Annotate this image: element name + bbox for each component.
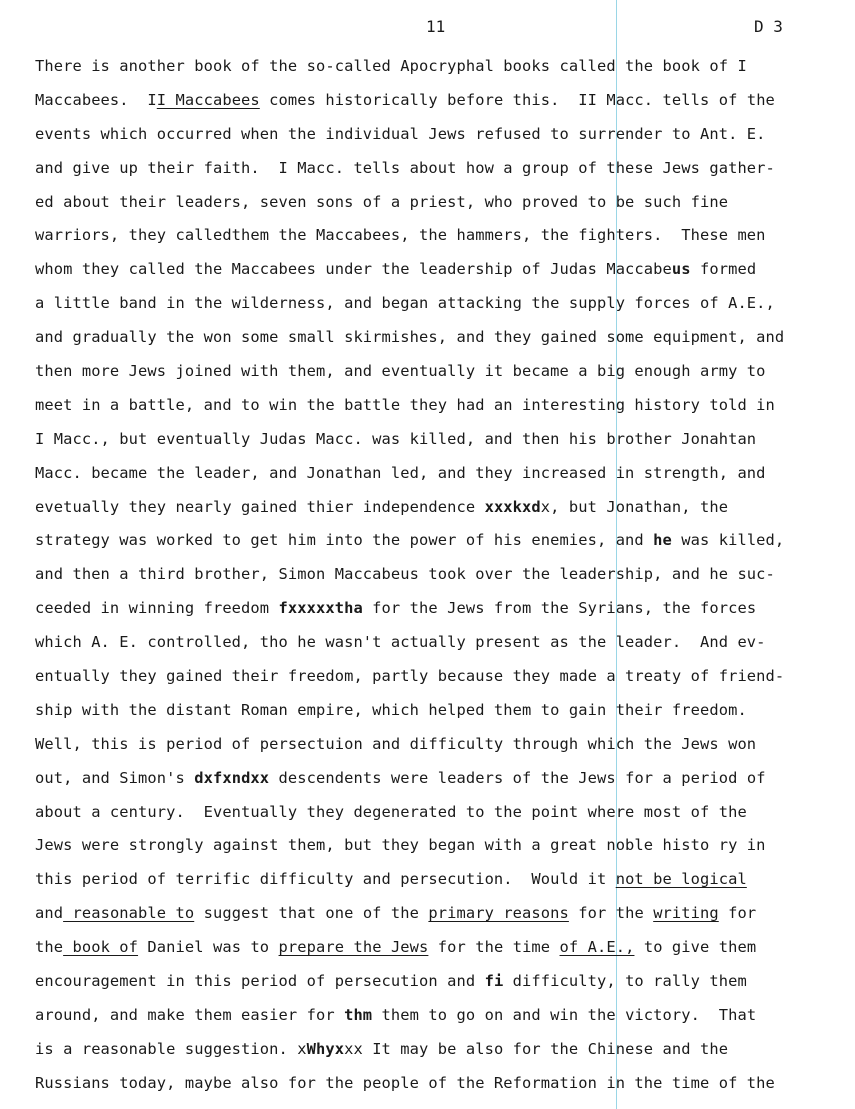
text-line <box>35 796 855 830</box>
text-run: Jews were strongly against them, but they began with a great noble histo ry in <box>35 836 766 855</box>
handwritten-underline-run: of A.E., <box>559 938 635 957</box>
text-line <box>35 457 855 491</box>
section-code: D 3 <box>754 17 783 36</box>
text-run: and then a third brother, Simon Maccabeus took over the leadership, and he suc- <box>35 565 775 584</box>
typed-body-text <box>35 50 855 1101</box>
text-run: which A. E. controlled, tho he wasn't actually present as the leader. And ev- <box>35 633 766 652</box>
text-line <box>35 355 855 389</box>
typed-strikeover-run: us <box>671 260 691 279</box>
text-line <box>35 84 855 118</box>
text-run: Daniel was to <box>138 938 279 957</box>
page-number: 11 <box>426 17 446 36</box>
text-run: There is another book of the so-called Apocryphal books called the book of I <box>35 57 747 75</box>
text-run: and <box>35 904 64 923</box>
text-line <box>35 626 855 660</box>
handwritten-underline-run: primary reasons <box>428 904 569 923</box>
text-run: then more Jews joined with them, and eventually it became a big enough army to <box>35 362 766 381</box>
text-line <box>35 423 855 457</box>
text-line <box>35 287 855 321</box>
text-run: this period of terrific difficulty and persecution. Would it <box>35 870 616 889</box>
typed-strikeover-run: fxxxxxtha <box>278 599 363 618</box>
text-run: formed <box>690 260 757 279</box>
text-line <box>35 660 855 694</box>
text-run: descendents were leaders of the Jews for a period of <box>269 768 766 787</box>
text-line <box>35 152 855 186</box>
text-run: and gradually the won some small skirmishes, and they gained some equipment, and <box>35 328 785 347</box>
text-run: x, but Jonathan, the <box>540 497 729 516</box>
text-run: Macc. became the leader, and Jonathan led, and they increased in strength, and <box>35 463 766 482</box>
text-line <box>35 524 855 558</box>
text-run: warriors, they calledthem the Maccabees, the hammers, the fighters. These men <box>35 226 766 245</box>
text-run: Well, this is period of persectuion and difficulty through which the Jews won <box>35 734 757 753</box>
text-run: evetually they nearly gained thier independence <box>35 497 485 516</box>
text-line <box>35 829 855 863</box>
text-run: a little band in the wilderness, and began attacking the supply forces of A.E., <box>35 294 775 313</box>
typed-strikeover-run: xxxkxd <box>484 497 541 516</box>
text-run: the <box>35 938 64 957</box>
text-run: ceeded in winning freedom <box>35 599 279 618</box>
text-line <box>35 186 855 220</box>
text-line <box>35 694 855 728</box>
text-run: events which occurred when the individual Jews refused to surrender to Ant. E. <box>35 124 766 143</box>
text-line <box>35 999 855 1033</box>
text-line <box>35 1033 855 1067</box>
text-line <box>35 1067 855 1101</box>
typed-strikeover-run: fi <box>484 972 504 991</box>
text-run: about a century. Eventually they degenerated to the point where most of the <box>35 802 747 821</box>
text-run: out, and Simon's <box>35 768 195 787</box>
text-line <box>35 558 855 592</box>
text-line <box>35 50 855 84</box>
handwritten-underline-run: prepare the Jews <box>278 938 429 957</box>
text-line <box>35 931 855 965</box>
text-line <box>35 863 855 897</box>
text-run: meet in a battle, and to win the battle they had an interesting history told in <box>35 395 775 414</box>
text-run: ed about their leaders, seven sons of a priest, who proved to be such fine <box>35 192 729 211</box>
handwritten-underline-run: not be logical <box>615 870 747 889</box>
text-line <box>35 321 855 355</box>
text-run: strategy was worked to get him into the power of his enemies, and <box>35 531 654 550</box>
text-run: suggest that one of the <box>194 904 429 923</box>
text-run: for the time <box>428 938 560 957</box>
text-run: xx It may be also for the Chinese and the <box>344 1039 729 1058</box>
text-run: ship with the distant Roman empire, which helped them to gain their freedom. <box>35 700 747 719</box>
text-run: Maccabees. I <box>35 90 157 109</box>
text-run: is a reasonable suggestion. x <box>35 1039 307 1058</box>
handwritten-underline-run: I Maccabees <box>156 90 260 109</box>
text-run: entually they gained their freedom, partly because they made a treaty of friend- <box>35 667 785 686</box>
handwritten-underline-run: writing <box>653 904 719 923</box>
text-line <box>35 491 855 525</box>
text-run: around, and make them easier for <box>35 1005 345 1024</box>
text-line <box>35 762 855 796</box>
typed-strikeover-run: dxfxndxx <box>194 768 270 787</box>
text-line <box>35 253 855 287</box>
text-run: for <box>718 904 757 923</box>
handwritten-underline-run: reasonable to <box>63 904 195 923</box>
text-run: was killed, <box>671 531 785 550</box>
handwritten-underline-run: book of <box>63 938 139 957</box>
typed-strikeover-run: thm <box>344 1005 373 1024</box>
text-line <box>35 897 855 931</box>
typed-strikeover-run: he <box>653 531 672 550</box>
text-run: and give up their faith. I Macc. tells about how a group of these Jews gather- <box>35 158 775 177</box>
text-line <box>35 389 855 423</box>
text-line <box>35 728 855 762</box>
text-run: whom they called the Maccabees under the leadership of Judas Maccabe <box>35 260 672 279</box>
text-line <box>35 592 855 626</box>
text-line <box>35 219 855 253</box>
text-run: for the Jews from the Syrians, the forces <box>362 599 757 618</box>
text-line <box>35 965 855 999</box>
text-run: comes historically before this. II Macc. tells of the <box>259 90 775 109</box>
text-line <box>35 118 855 152</box>
text-run: them to go on and win the victory. That <box>372 1005 757 1024</box>
text-run: encouragement in this period of persecution and <box>35 972 485 991</box>
typed-strikeover-run: Whyx <box>306 1039 345 1058</box>
text-run: difficulty, to rally them <box>503 972 747 991</box>
text-run: to give them <box>634 938 757 957</box>
text-run: for the <box>568 904 654 923</box>
text-run: I Macc., but eventually Judas Macc. was killed, and then his brother Jonahtan <box>35 429 757 448</box>
text-run: Russians today, maybe also for the people of the Reformation in the time of the <box>35 1073 775 1092</box>
